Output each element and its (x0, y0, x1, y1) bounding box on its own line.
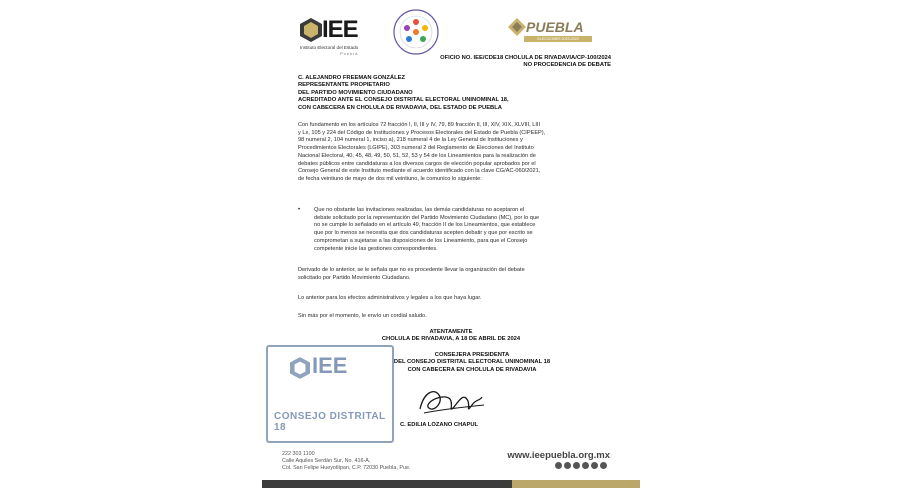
body-line: debates públicos entre candidaturas a los diversos cargos de elección popular aprobados por el (298, 160, 536, 167)
iee-emblem-icon (300, 18, 322, 42)
social-icons (555, 462, 607, 469)
iee-logo-subtitle: Instituto Electoral del Estado (300, 45, 359, 50)
atentamente: ATENTAMENTE (429, 329, 473, 335)
derivado-line: Derivado de lo anterior, se le señala que no es procedente llevar la organización del debate (298, 267, 525, 273)
stamp-logo-text: IEE (312, 353, 348, 378)
bullet-line: no se cumple lo señalado en el artículo 49, fracción II de los Lineamientos, que establece (314, 222, 536, 229)
body-line: de fecha veintiuno de mayo de dos mil veintiuno, le comunico lo siguiente: (298, 175, 482, 182)
council-stamp (266, 345, 394, 443)
instagram-icon[interactable] (573, 462, 580, 469)
reference-subject: NO PROCEDENCIA DE DEBATE (523, 62, 611, 69)
addressee-block (298, 75, 509, 112)
signer-title: DEL CONSEJO DISTRITAL ELECTORAL UNINOMINAL 18 (393, 359, 551, 366)
derivado-paragraph (298, 267, 525, 282)
greeting-paragraph: Sin más por el momento, le envío un cordial saludo. (298, 313, 427, 319)
stamp-logo (290, 353, 370, 405)
puebla-emblem-icon (508, 18, 526, 36)
stamp-label: CONSEJO DISTRITAL 18 (274, 411, 386, 433)
footer-website[interactable]: www.ieepuebla.org.mx (507, 450, 610, 461)
body-line: Consejo General de este Instituto mediante el acuerdo identificado con la clave CG/AC-060/2021, (298, 168, 541, 175)
reference-number: OFICIO NO. IEE/CDE18 CHOLULA DE RIVADAVIA/CP-100/2024 (440, 55, 611, 61)
footer-bar-accent (512, 480, 640, 488)
body-line: Con fundamento en los artículos 72 fracción I, II, III y IV, 79, 89 fracción II, III, XIV, XIX, XLVIII, LIII (298, 122, 541, 128)
iee-logo-state: Puebla (340, 51, 359, 56)
whatsapp-icon[interactable] (600, 462, 607, 469)
body-line: y Lx, 105 y 224 del Código de Instituciones y Procesos Electorales del Estado de Puebla (CIPEEP), (298, 129, 546, 136)
puebla-elections-logo (508, 18, 594, 48)
bullet-line: Que no obstante las invitaciones realizadas, las demás candidaturas no aceptaron el (314, 207, 525, 213)
puebla-logo-tagline: ELECCIONES 2023-2024 (537, 37, 579, 41)
bullet-line: debate solicitado por la representación del Partido Movimiento Ciudadano (MC), por lo que (314, 214, 540, 221)
addressee-line: C. ALEJANDRO FREEMAN GONZÁLEZ (298, 75, 406, 81)
facebook-icon[interactable] (555, 462, 562, 469)
bullet-icon: • (298, 207, 301, 213)
place-and-date: CHOLULA DE RIVADAVIA, A 18 DE ABRIL DE 2024 (381, 336, 521, 343)
footer-contact (282, 451, 410, 471)
body-line: 98 numeral 2, 104 numeral 1, inciso a), 218 numeral 4 de la Ley General de Instituciones y (298, 137, 523, 144)
body-line: Procedimientos Electorales (LGIPE), 303 numeral 2 del Reglamento de Elecciones del Instituto (298, 145, 534, 152)
stamp-emblem-icon (290, 357, 310, 379)
efectos-paragraph: Lo anterior para los efectos administrativos y legales a los que haya lugar. (298, 295, 482, 301)
tiktok-icon[interactable] (591, 462, 598, 469)
addressee-line: CON CABECERA EN CHOLULA DE RIVADAVIA, DEL ESTADO DE PUEBLA (298, 104, 502, 111)
puebla-logo-tagline-bar (524, 36, 592, 42)
iee-logo (300, 16, 376, 62)
addressee-line: DEL PARTIDO MOVIMIENTO CIUDADANO (298, 89, 413, 96)
youtube-icon[interactable] (582, 462, 589, 469)
closing-block (262, 329, 640, 344)
bullet-line: que por lo menos se necesita que dos candidaturas acepten debatir y que por escrito se (314, 230, 533, 237)
letter-page (262, 0, 640, 503)
footer-phone: 222 303 1100 (282, 451, 315, 457)
signer-title: CON CABECERA EN CHOLULA DE RIVADAVIA (407, 366, 537, 373)
council-seal-icon (392, 8, 440, 56)
body-paragraph (298, 122, 545, 184)
bullet-paragraph (314, 207, 539, 253)
bullet-line: comprometan a sujetarse a las disposiciones de los Lineamiento, para que el Consejo (314, 237, 528, 244)
addressee-line: REPRESENTANTE PROPIETARIO (298, 82, 390, 89)
signer-title: CONSEJERA PRESIDENTA (434, 352, 510, 358)
body-line: Nacional Electoral, 40, 45, 48, 49, 50, 51, 52, 53 y 54 de los Lineamientos para la realización de (298, 152, 536, 159)
iee-logo-text: IEE (322, 16, 358, 43)
bullet-line: competente inicie las gestiones correspondientes. (314, 245, 438, 252)
puebla-logo-text: PUEBLA (526, 19, 584, 35)
footer-address: Col. San Felipe Hueyotlipan, C.P. 72030 Puebla, Pue. (282, 464, 411, 471)
handwritten-signature (414, 383, 486, 421)
twitter-icon[interactable] (564, 462, 571, 469)
derivado-line: solicitado por Partido Movimiento Ciudadano. (298, 274, 411, 281)
signer-name: C. EDILIA LOZANO CHAPUL (400, 422, 479, 428)
footer-address: Calle Aquiles Serdán Sur, No. 416-A, (282, 457, 371, 464)
document-reference (440, 55, 611, 70)
addressee-line: ACREDITADO ANTE EL CONSEJO DISTRITAL ELECTORAL UNINOMINAL 18, (298, 97, 509, 104)
